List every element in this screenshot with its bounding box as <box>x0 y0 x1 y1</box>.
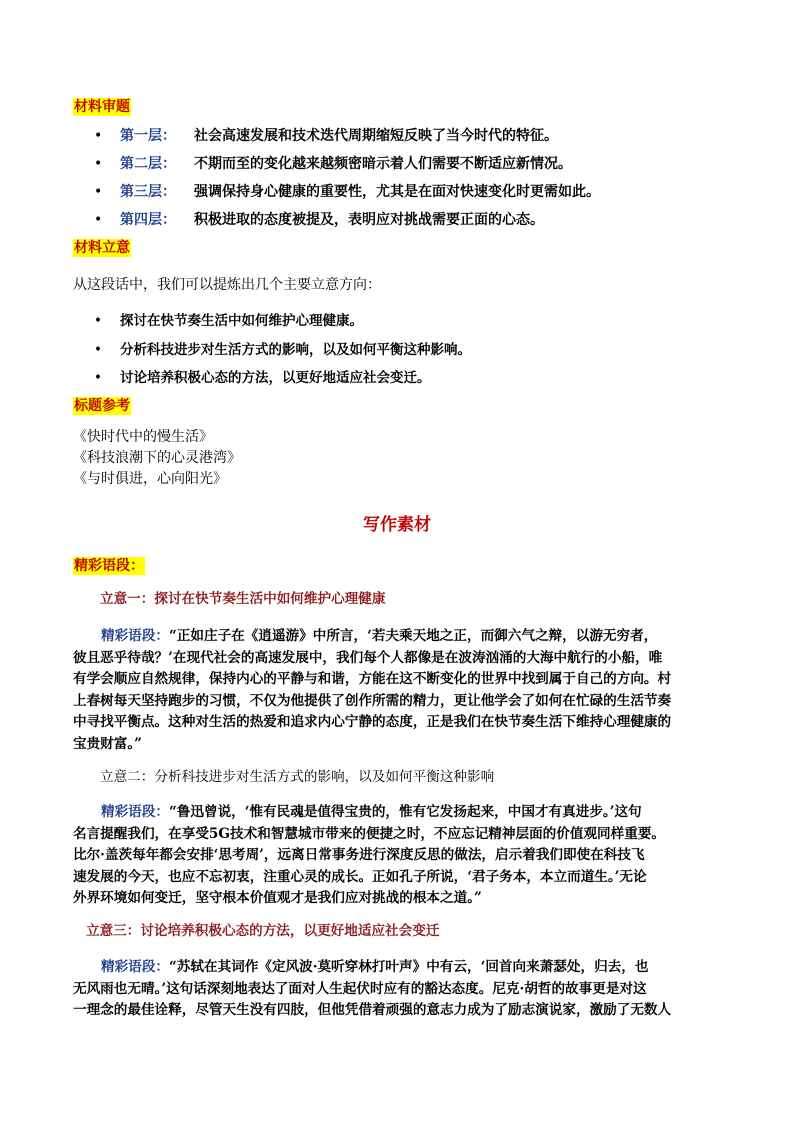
paragraph-label: 精彩语段： <box>101 804 169 820</box>
section-heading-liyi: 材料立意 <box>74 240 130 256</box>
layer-label: 第三层： <box>120 184 176 200</box>
highlight-heading-jingcai: 精彩语段： <box>74 558 144 574</box>
paragraph-line: “鲁迅曾说，‘惟有民魂是值得宝贵的，惟有它发扬起来，中国才有真进步。’这句 <box>168 804 642 820</box>
direction-item <box>94 341 471 359</box>
bullet-icon: • <box>94 184 103 200</box>
paragraph-line: 有学会顺应自然规律，保持内心的平静与和谐，方能在这不断变化的世界中找到属于自己的方向。村 <box>73 671 672 687</box>
direction-text: 分析科技进步对生活方式的影响，以及如何平衡这种影响。 <box>120 342 471 358</box>
intent-heading: 立意二：分析科技进步对生活方式的影响，以及如何平衡这种影响 <box>100 769 495 785</box>
layer-label: 第二层： <box>120 156 176 172</box>
paragraph-line: 比尔·盖茨每年都会安排‘思考周’，远离日常事务进行深度反思的做法，启示着我们即使在科技飞 <box>73 847 645 863</box>
direction-text: 讨论培养积极心态的方法，以更好地适应社会变迁。 <box>120 370 431 386</box>
paragraph-line: 速发展的今天，也应不忘初衷，注重心灵的成长。正如孔子所说，‘君子务本，本立而道生。’无论 <box>73 868 647 885</box>
section-heading-shenti: 材料审题 <box>74 99 130 115</box>
paragraph-line: “苏轼在其词作《定风波·莫听穿林打叶声》中有云，‘回首向来萧瑟处，归去，也 <box>168 959 649 975</box>
layer-item <box>94 127 558 145</box>
paragraph-line: 宝贵财富。” <box>73 735 142 752</box>
intent-paragraph <box>73 626 733 755</box>
paragraph-line: 彼且恶乎待哉？’在现代社会的高速发展中，我们每个人都像是在波涛汹涌的大海中航行的小船，唯 <box>73 649 663 666</box>
layer-text: 社会高速发展和技术迭代周期缩短反映了当今时代的特征。 <box>194 128 558 144</box>
bullet-icon: • <box>94 212 103 228</box>
paragraph-line: 外界环境如何变迁，坚守根本价值观才是我们应对挑战的根本之道。” <box>73 890 482 906</box>
layer-item <box>94 211 544 229</box>
paragraph-line: 无风雨也无晴。’这句话深刻地表达了面对人生起伏时应有的豁达态度。尼克·胡哲的故事更是对这 <box>73 980 647 997</box>
layer-text: 强调保持身心健康的重要性，尤其是在面对快速变化时更需如此。 <box>194 184 600 200</box>
paragraph-label: 精彩语段： <box>101 959 169 975</box>
intent-paragraph <box>73 802 733 910</box>
title-suggestion: 《快时代中的慢生活》 <box>73 429 213 445</box>
direction-item <box>94 312 363 330</box>
paragraph-line: “正如庄子在《逍遥游》中所言，‘若夫乘天地之正，而御六气之辩，以游无穷者， <box>168 628 658 644</box>
title-suggestion: 《科技浪潮下的心灵港湾》 <box>73 450 241 466</box>
paragraph-line: 中寻找平衡点。这种对生活的热爱和追求内心宁静的态度，正是我们在快节奏生活下维持心理健康的 <box>73 714 672 730</box>
layer-item <box>94 183 600 201</box>
layer-item <box>94 155 572 173</box>
bullet-icon: • <box>94 313 102 329</box>
bullet-icon: • <box>94 156 103 172</box>
bullet-icon: • <box>94 128 103 144</box>
writing-material-heading: 写作素材 <box>363 515 431 535</box>
section-heading-biaoti: 标题参考 <box>74 398 130 414</box>
paragraph-line: 一理念的最佳诠释，尽管天生没有四肢，但他凭借着顽强的意志力成为了励志演说家，激励了无数人 <box>73 1002 672 1018</box>
intent-paragraph <box>73 957 733 1022</box>
direction-text: 探讨在快节奏生活中如何维护心理健康。 <box>120 313 363 329</box>
layer-label: 第四层： <box>120 212 176 228</box>
paragraph-label: 精彩语段： <box>101 628 169 644</box>
title-suggestion: 《与时俱进，心向阳光》 <box>73 471 227 487</box>
layer-text: 积极进取的态度被提及，表明应对挑战需要正面的心态。 <box>194 212 544 228</box>
paragraph-line: 名言提醒我们，在享受5G技术和智慧城市带来的便捷之时，不应忘记精神层面的价值观同样重要。 <box>73 825 666 842</box>
intent-heading: 立意一：探讨在快节奏生活中如何维护心理健康 <box>100 591 386 607</box>
paragraph-line: 上春树每天坚持跑步的习惯，不仅为他提供了创作所需的精力，更让他学会了如何在忙碌的生活节奏 <box>73 692 672 709</box>
intro-text: 从这段话中，我们可以提炼出几个主要立意方向： <box>73 277 381 293</box>
layer-text: 不期而至的变化越来越频密暗示着人们需要不断适应新情况。 <box>194 156 572 172</box>
bullet-icon: • <box>94 370 102 386</box>
layer-label: 第一层： <box>120 128 176 144</box>
intent-heading: 立意三：讨论培养积极心态的方法，以更好地适应社会变迁 <box>86 923 440 939</box>
direction-item <box>94 369 431 387</box>
bullet-icon: • <box>94 342 102 358</box>
